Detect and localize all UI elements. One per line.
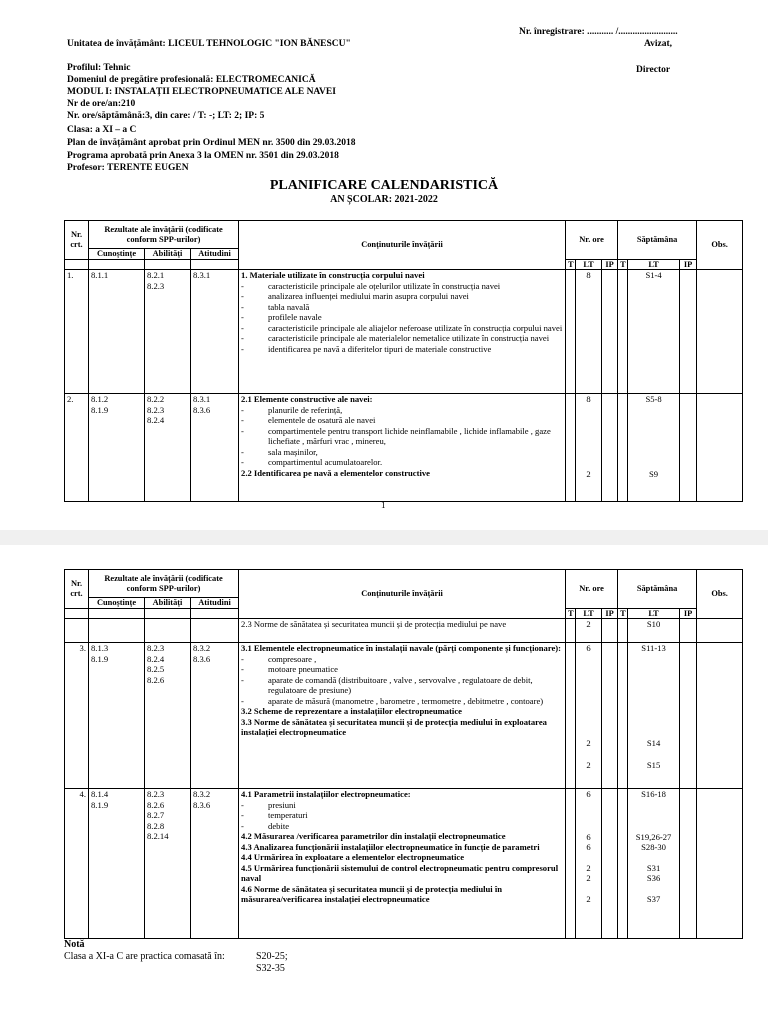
content-subheading: 4.2 Măsurarea /verificarea parametrilor din instalații electropneumatice xyxy=(241,831,506,841)
content-subheading: 4.6 Norme de sănătatea și securitatea muncii și de protecția mediului în măsurarea/verificarea instalației electropneumatice xyxy=(241,883,503,904)
col-ore-lt: LT xyxy=(576,259,602,270)
hours-lt: 6 2 2 xyxy=(576,643,602,789)
row-number: 2. xyxy=(65,394,89,502)
plan-table-1 xyxy=(64,220,743,502)
content-item: - debite xyxy=(241,821,563,832)
col-cunostinte: Cunoștințe xyxy=(89,598,145,609)
week-lt: S5-8 S9 xyxy=(628,394,680,502)
col-sapt-ip: IP xyxy=(680,608,697,619)
content-item: - caracteristicile principale ale aliajelor neferoase utilizate în construcția corpului navei xyxy=(241,323,563,334)
director-label: Director xyxy=(636,65,671,75)
content-item: - elementele de osatură ale navei xyxy=(241,415,563,426)
page-number: 1 xyxy=(381,500,386,510)
content-item: - tabla navală xyxy=(241,302,563,313)
school-year: AN ȘCOLAR: 2021-2022 xyxy=(330,194,438,205)
content-item: - planurile de referință, xyxy=(241,405,563,416)
row-number: 1. xyxy=(65,270,89,394)
content-heading: 4.1 Parametrii instalațiilor electropneumatice: xyxy=(241,789,411,799)
note-weeks-2: S32-35 xyxy=(256,963,285,974)
cunostinte-codes: 8.1.2 8.1.9 xyxy=(89,394,145,502)
table-row xyxy=(65,619,743,643)
content-item: - analizarea influenței mediului marin asupra corpului navei xyxy=(241,291,563,302)
content-item: - caracteristicile principale ale materialelor nemetalice utilizate în construcția navei xyxy=(241,333,563,344)
curriculum-plan: Plan de învățământ aprobat prin Ordinul MEN nr. 3500 din 29.03.2018 xyxy=(67,138,356,148)
table-row xyxy=(65,270,743,394)
content-subheading: 3.3 Norme de sănătatea și securitatea muncii și de protecția mediului în exploatarea instalației electropneumatice xyxy=(241,716,547,737)
col-ore-ip: IP xyxy=(602,608,618,619)
abilitati-codes: 8.2.1 8.2.3 xyxy=(145,270,191,394)
content-heading: 1. Materiale utilizate în construcția corpului navei xyxy=(241,270,425,280)
content-item: - identificarea pe navă a diferitelor tipuri de materiale constructive xyxy=(241,344,563,355)
abilitati-codes: 8.2.3 8.2.4 8.2.5 8.2.6 xyxy=(145,643,191,789)
avizat-label: Avizat, xyxy=(644,39,673,49)
content-cell xyxy=(239,643,566,789)
content-item: - temperaturi xyxy=(241,810,563,821)
content-subheading: 4.4 Urmărirea în exploatare a elementelor electropneumatice xyxy=(241,852,465,862)
hours-lt: 6 6 6 2 2 2 xyxy=(576,789,602,939)
registration-number: Nr. înregistrare: ........... /......................... xyxy=(519,27,678,37)
school-unit: Unitatea de învățământ: LICEUL TEHNOLOGIC "ION BĂNESCU" xyxy=(67,39,351,49)
col-saptamana: Săptămâna xyxy=(618,570,697,609)
content-heading: 2.1 Elemente constructive ale navei: xyxy=(241,394,373,404)
col-nr-crt: Nr. crt. xyxy=(65,221,89,260)
content-subheading: 4.5 Urmărirea funcționării sistemului de control electropneumatic pentru compresorul naval xyxy=(241,862,559,883)
note-weeks-1: S20-25; xyxy=(256,951,288,962)
week-lt: S1-4 xyxy=(628,270,680,394)
col-sapt-lt: LT xyxy=(628,259,680,270)
content-item: - profilele navale xyxy=(241,312,563,323)
col-continuturi: Conținuturile învățării xyxy=(239,570,566,619)
col-ore-lt: LT xyxy=(576,608,602,619)
teacher: Profesor: TERENTE EUGEN xyxy=(67,163,189,173)
content-subheading: 3.2 Scheme de reprezentare a instalațiilor electropneumatice xyxy=(241,706,462,716)
content-item: - sala mașinilor, xyxy=(241,447,563,458)
hours-lt: 8 xyxy=(576,270,602,394)
col-obs: Obs. xyxy=(697,570,743,619)
content-cell xyxy=(239,270,566,394)
col-cunostinte: Cunoștințe xyxy=(89,249,145,260)
table-row xyxy=(65,394,743,502)
hours-per-week: Nr. ore/săptămână:3, din care: / T: -; LT: 2; IP: 5 xyxy=(67,111,265,121)
col-sapt-t: T xyxy=(618,259,628,270)
row-number: 3. xyxy=(65,643,89,789)
col-nr-crt: Nr. crt. xyxy=(65,570,89,609)
content-item: - aparate de comandă (distribuitoare , valve , servovalve , regulatoare de debit, regulatoare de presiune) xyxy=(241,675,563,696)
table-row xyxy=(65,643,743,789)
col-saptamana: Săptămâna xyxy=(618,221,697,260)
col-sapt-ip: IP xyxy=(680,259,697,270)
col-obs: Obs. xyxy=(697,221,743,270)
note-title: Notă xyxy=(64,939,85,950)
page-title: PLANIFICARE CALENDARISTICĂ xyxy=(269,178,499,193)
profile: Profilul: Tehnic xyxy=(67,63,131,73)
atitudini-codes: 8.3.1 8.3.6 xyxy=(191,394,239,502)
hours-per-year: Nr de ore/an:210 xyxy=(67,99,136,109)
page-2 xyxy=(0,545,768,1024)
content-item: - caracteristicile principale ale oțelurilor utilizate în construcția navei xyxy=(241,281,563,292)
week-lt: S10 xyxy=(628,619,680,643)
table-row xyxy=(65,789,743,939)
week-lt: S16-18 S19,26-27 S28-30 S31 S36 S37 xyxy=(628,789,680,939)
hours-lt: 2 xyxy=(576,619,602,643)
content-item: - aparate de măsură (manometre , barometre , termometre , debitmetre , contoare) xyxy=(241,696,563,707)
cunostinte-codes: 8.1.1 xyxy=(89,270,145,394)
abilitati-codes: 8.2.3 8.2.6 8.2.7 8.2.8 8.2.14 xyxy=(145,789,191,939)
hours-lt: 8 2 xyxy=(576,394,602,502)
content-item: - compresoare , xyxy=(241,654,563,665)
content-item: - presiuni xyxy=(241,800,563,811)
row-number: 4. xyxy=(65,789,89,939)
col-atitudini: Atitudini xyxy=(191,249,239,260)
col-ore-ip: IP xyxy=(602,259,618,270)
cunostinte-codes: 8.1.4 8.1.9 xyxy=(89,789,145,939)
col-atitudini: Atitudini xyxy=(191,598,239,609)
domain: Domeniul de pregătire profesională: ELECTROMECANICĂ xyxy=(67,75,316,85)
content-subheading: 2.2 Identificarea pe navă a elementelor constructive xyxy=(241,467,430,478)
col-rezultate: Rezultate ale învățării (codificate conform SPP-urilor) xyxy=(89,221,239,249)
col-rezultate: Rezultate ale învățării (codificate conform SPP-urilor) xyxy=(89,570,239,598)
col-ore-t: T xyxy=(566,259,576,270)
program-approval: Programa aprobată prin Anexa 3 la OMEN nr. 3501 din 29.03.2018 xyxy=(67,151,339,161)
col-continuturi: Conținuturile învățării xyxy=(239,221,566,270)
atitudini-codes: 8.3.2 8.3.6 xyxy=(191,789,239,939)
col-abilitati: Abilități xyxy=(145,249,191,260)
atitudini-codes: 8.3.2 8.3.6 xyxy=(191,643,239,789)
content-subheading: 4.3 Analizarea funcționării instalațiilor electropneumatice în funcție de parametri xyxy=(241,841,540,852)
col-abilitati: Abilități xyxy=(145,598,191,609)
content-heading: 3.1 Elementele electropneumatice în instalații navale (părți componente și funcționare): xyxy=(241,643,562,653)
content-item: - compartimentele pentru transport lichide neinflamabile , lichide inflamabile , gaze lichefiate , mărfuri vrac , minereu, xyxy=(241,426,563,447)
abilitati-codes: 8.2.2 8.2.3 8.2.4 xyxy=(145,394,191,502)
week-lt: S11-13 S14 S15 xyxy=(628,643,680,789)
atitudini-codes: 8.3.1 xyxy=(191,270,239,394)
class: Clasa: a XI – a C xyxy=(67,125,137,135)
module: MODUL I: INSTALAȚII ELECTROPNEUMATICE ALE NAVEI xyxy=(67,87,336,97)
col-nr-ore: Nr. ore xyxy=(566,221,618,260)
content-cell xyxy=(239,789,566,939)
content-item: - motoare pneumatice xyxy=(241,664,563,675)
col-nr-ore: Nr. ore xyxy=(566,570,618,609)
content-subheading: 2.3 Norme de sănătatea și securitatea muncii și de protecția mediului pe nave xyxy=(239,619,566,643)
col-sapt-t: T xyxy=(618,608,628,619)
content-item: - compartimentul acumulatoarelor. xyxy=(241,457,563,468)
col-ore-t: T xyxy=(566,608,576,619)
content-cell xyxy=(239,394,566,502)
plan-table-2 xyxy=(64,569,743,939)
col-sapt-lt: LT xyxy=(628,608,680,619)
note-text: Clasa a XI-a C are practica comasată în: xyxy=(64,951,225,962)
cunostinte-codes: 8.1.3 8.1.9 xyxy=(89,643,145,789)
